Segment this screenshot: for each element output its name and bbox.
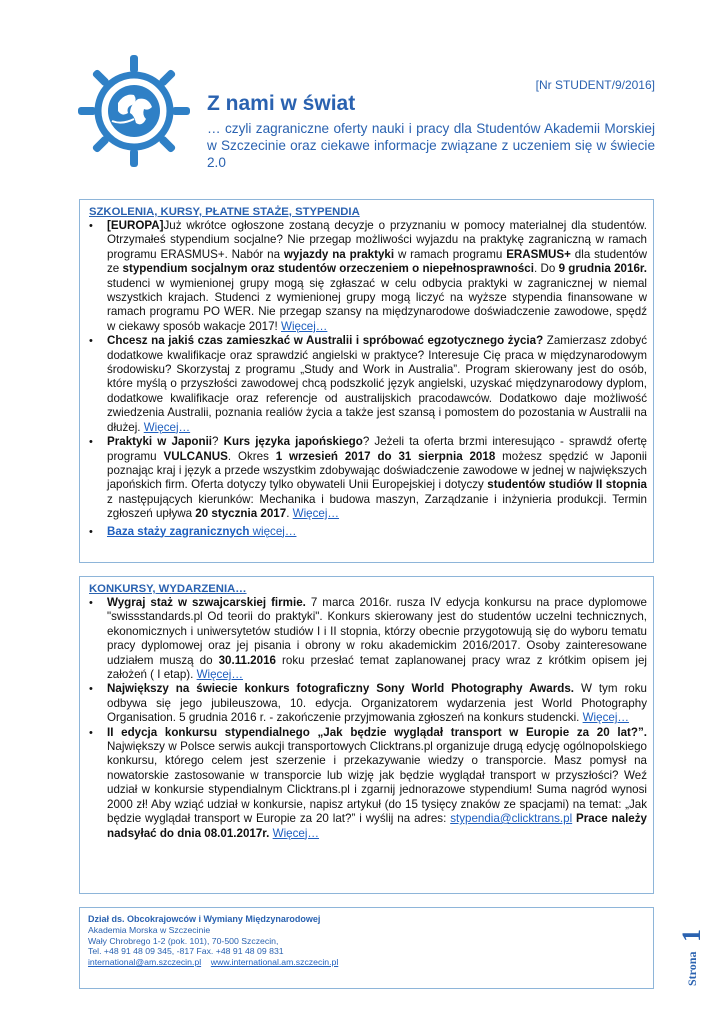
footer-email-link[interactable]: international@am.szczecin.pl bbox=[88, 957, 202, 968]
page-title: Z nami w świat bbox=[207, 92, 356, 115]
address: Wały Chrobrego 1-2 (pok. 101), 70-500 Szczecin, bbox=[88, 935, 279, 946]
bullet-icon: • bbox=[89, 525, 93, 538]
more-link[interactable]: Więcej… bbox=[292, 507, 340, 521]
item-title: II edycja konkursu stypendialnego „Jak będzie wyglądał transport w Europie za 20 lat?”. bbox=[107, 725, 647, 739]
item-text: . Do bbox=[533, 262, 559, 276]
section-heading-contests: KONKURSY, WYDARZENIA… bbox=[89, 583, 247, 595]
item-date: 1 wrzesień 2017 do 31 sierpnia 2018 bbox=[275, 449, 496, 463]
item-text: ? bbox=[212, 435, 224, 449]
email-link[interactable]: stypendia@clicktrans.pl bbox=[450, 812, 573, 826]
list-item bbox=[87, 726, 647, 841]
item-title: Praktyki w Japonii bbox=[107, 435, 213, 449]
item-text: ? Jeżeli ta oferta brzmi interesująco - sprawdź ofertę programu bbox=[107, 435, 647, 463]
item-text: Zamierzasz zdobyć dodatkowe kwalifikacje oraz sprawdzić angielski w praktyce? Interesuje Cię praca w międzynarodowym środowisku? Skorzystaj z programu „Study and Work in Australia”. Program skierowany jest do osób, które myślą o przyszłości zawodowej chcą podszkolić język angielski, uzyskać międzynarodowy dyplom, dodatkowe kwalifikacje oraz referencje od australijskich pracodawców. Dodatkowo daje możliwość zwiedzenia Australii, poznania realiów życia a także jest szansą i pomostem do pozostania w Australii na dłużej. bbox=[107, 334, 647, 434]
item-title: Kurs języka japońskiego bbox=[223, 435, 363, 449]
item-text: w ramach programu bbox=[394, 247, 507, 261]
footer-contact-box bbox=[79, 907, 654, 989]
list-item bbox=[87, 334, 647, 435]
bullet-icon: • bbox=[89, 597, 93, 609]
more-link[interactable]: Więcej… bbox=[143, 420, 191, 434]
item-text: Największy w Polsce serwis aukcji transportowych Clicktrans.pl organizuje drugą edycję ogólnopolskiego konkursu, którego celem jest szerzenie i przekazywanie wiedzy o transporcie. Masz pomysł na nowatorskie zastosowanie w transporcie lub wizję jak będzie wyglądał transport w przyszłości? Weź udział w konkursie stypendialnym Clicktrans.pl i zgarnij jednorazowe stypendium! Suma nagród wynosi 2000 zł! Aby wziąć udział w konkursie, napisz artykuł (do 15 tysięcy znaków ze spacjami) na temat: „Jak będzie wyglądał transport w Europie za 20 lat?” i wyślij na adres: bbox=[107, 740, 647, 826]
more-link[interactable]: Więcej… bbox=[582, 711, 629, 725]
item-text: studenci w wymienionej grupy mogą się zgłaszać w celu odbycia praktyki w zagranicznej w niemal wszystkich krajach. Studenci z wymienionej grupy mogą liczyć na wyższe stypendia finansowane w ramach programu PO WER. Nie przegap szansy na międzynarodowe doświadczenie zawodowe, spędź w ciekawy sposób wakacje 2017! bbox=[107, 276, 647, 333]
list-item bbox=[87, 435, 647, 521]
item-text: Już wkrótce ogłoszone zostaną decyzje o przyznaniu w pomocy materialnej dla studentów. Otrzymałeś stypendium socjalne? Nie przegap możliwości wyjazdu na praktykę zagraniczną w ramach programu ERASMUS+. Nabór na bbox=[107, 219, 647, 261]
list-item bbox=[87, 525, 647, 539]
item-text: roku przesłać temat zaplanowanej pracy wraz z krótkim opisem jej założeń ( I etap). bbox=[107, 653, 647, 682]
item-text: możesz spędzić w Japonii poznając kraj i język a przede wszystkim zdobywając doświadczenie zawodowe w jednej w największych japońskich firm. Oferta dotyczy tylko obywateli Unii Europejskiej i dotyczy bbox=[107, 449, 647, 492]
item-date: 9 grudnia 2016r. bbox=[558, 262, 647, 276]
phone-fax: Tel. +48 91 48 09 345, -817 Fax. +48 91 48 09 831 bbox=[88, 946, 284, 957]
item-deadline: Prace należy nadsyłać do dnia 08.01.2017r. bbox=[107, 812, 647, 840]
bullet-icon: • bbox=[89, 683, 93, 696]
item-text: . bbox=[286, 507, 293, 521]
footer-website-link[interactable]: www.international.am.szczecin.pl bbox=[210, 957, 339, 968]
more-link[interactable]: Więcej… bbox=[281, 319, 328, 333]
item-date: 30.11.2016 bbox=[218, 653, 276, 667]
list-item bbox=[87, 219, 647, 334]
list-item bbox=[87, 596, 647, 682]
item-emphasis: VULCANUS bbox=[163, 449, 228, 463]
item-date: 20 stycznia 2017 bbox=[195, 507, 287, 521]
item-title: Chcesz na jakiś czas zamieszkać w Australii i spróbować egzotycznego życia? bbox=[107, 334, 544, 348]
department-name: Dział ds. Obcokrajowców i Wymiany Międzynarodowej bbox=[88, 914, 321, 924]
more-link[interactable]: więcej… bbox=[249, 524, 297, 538]
page-subtitle: … czyli zagraniczne oferty nauki i pracy dla Studentów Akademii Morskiej w Szczecinie oraz ciekawe informacje związane z uczeniem się w świecie 2.0 bbox=[207, 121, 655, 170]
item-tag: [EUROPA] bbox=[107, 219, 164, 232]
logo-ship-wheel-globe bbox=[78, 55, 190, 167]
item-text: . Okres bbox=[227, 449, 276, 463]
page-number bbox=[674, 920, 706, 990]
bullet-icon: • bbox=[89, 726, 93, 739]
section-heading-training: SZKOLENIA, KURSY, PŁATNE STAŻE, STYPENDIA bbox=[89, 206, 360, 218]
item-emphasis: wyjazdy na praktyki bbox=[283, 247, 395, 261]
academy-name: Akademia Morska w Szczecinie bbox=[88, 924, 211, 935]
training-list bbox=[87, 219, 647, 539]
item-text: dla studentów ze bbox=[107, 247, 647, 276]
contests-list bbox=[87, 596, 647, 841]
item-title: Największy na świecie konkurs fotograficzny Sony World Photography Awards. bbox=[107, 682, 574, 696]
bullet-icon: • bbox=[89, 335, 93, 348]
section-contests-box bbox=[79, 576, 654, 894]
item-text: z następujących kierunków: Mechanika i budowa maszyn, Zarządzanie i inżynieria produkcji. Termin zgłoszeń upływa bbox=[107, 492, 647, 521]
item-text: 7 marca 2016r. rusza IV edycja konkursu na prace dyplomowe "swissstandards.pl Od teorii do praktyki". Konkurs skierowany jest do studentów uczelni technicznych, ekonomicznych i uniwersytetów studiów I i II stopnia, którzy obecnie przygotowują się do wyboru tematu pracy dyplomowej oraz jej pisania i obrony w roku akademickim 2016/2017. Osoby zainteresowane udziałem muszą do bbox=[107, 596, 647, 667]
list-item bbox=[87, 682, 647, 725]
bullet-icon: • bbox=[89, 220, 93, 232]
page-number-value: 1 bbox=[677, 929, 706, 942]
document-number: [Nr STUDENT/9/2016] bbox=[535, 78, 655, 92]
item-title: Wygraj staż w szwajcarskiej firmie. bbox=[107, 596, 306, 609]
item-text: W tym roku odbywa się jego jubileuszowa, 10. edycja. Organizatorem wydarzenia jest World Photography Organisation. 5 grudnia 2016 r. - zakończenie przyjmowania zgłoszeń na konkurs studencki. bbox=[107, 682, 647, 725]
page-label: Strona bbox=[685, 951, 699, 986]
item-emphasis: studentów studiów II stopnia bbox=[487, 478, 647, 492]
item-emphasis: ERASMUS+ bbox=[506, 247, 571, 261]
item-emphasis: stypendium socjalnym oraz studentów orzeczeniem o niepełnosprawności bbox=[122, 262, 534, 276]
contact-links bbox=[88, 957, 645, 968]
more-link[interactable]: Więcej… bbox=[272, 826, 320, 840]
bullet-icon: • bbox=[89, 436, 93, 449]
internship-database-link[interactable]: Baza staży zagranicznych bbox=[107, 524, 250, 538]
more-link[interactable]: Więcej… bbox=[196, 668, 243, 682]
section-training-box bbox=[79, 199, 654, 563]
